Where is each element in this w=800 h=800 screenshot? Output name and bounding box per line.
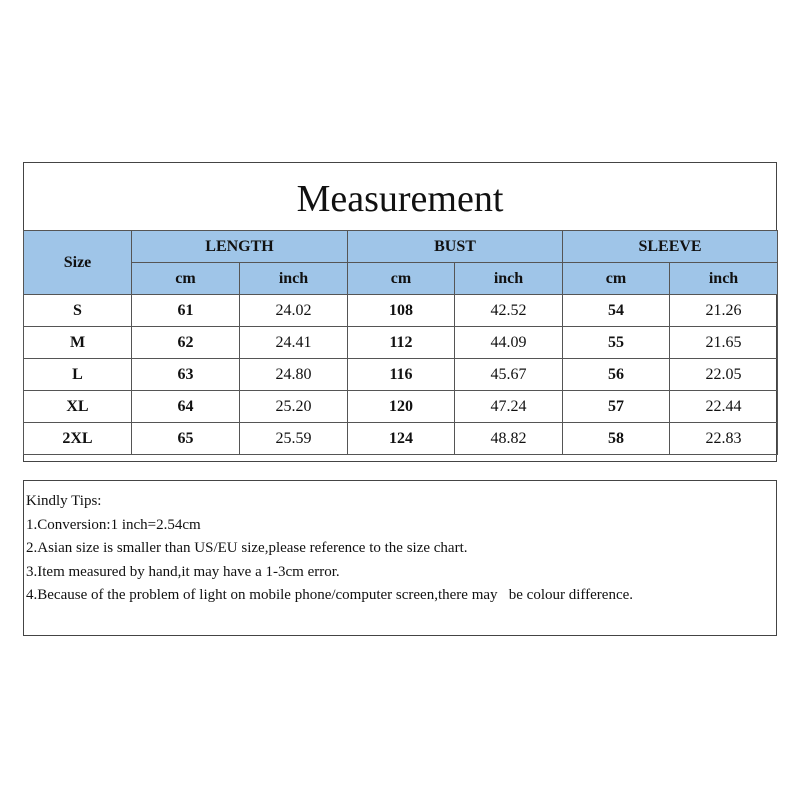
unit-header: inch	[240, 263, 348, 295]
tip-item: 4.Because of the problem of light on mobile phone/computer screen,there may be colour difference.	[26, 587, 634, 603]
table-row	[24, 359, 778, 391]
size-cell: XL	[24, 391, 132, 423]
length-cm-cell: 64	[132, 391, 240, 423]
bust-header: BUST	[348, 231, 563, 263]
length-inch-cell: 25.59	[240, 423, 348, 455]
sleeve-inch-cell: 22.44	[670, 391, 778, 423]
unit-header: cm	[563, 263, 670, 295]
table-row	[24, 391, 778, 423]
bust-inch-cell: 42.52	[455, 295, 563, 327]
table-row	[24, 295, 778, 327]
tip-item: 3.Item measured by hand,it may have a 1-3cm error.	[26, 563, 340, 580]
sleeve-cm-cell: 57	[563, 391, 670, 423]
length-cm-cell: 65	[132, 423, 240, 455]
size-cell: S	[24, 295, 132, 327]
tips-heading: Kindly Tips:	[26, 493, 102, 509]
tip-item: 2.Asian size is smaller than US/EU size,please reference to the size chart.	[26, 540, 468, 556]
bust-inch-cell: 47.24	[455, 391, 563, 423]
size-chart-table	[23, 230, 778, 455]
size-cell: M	[24, 327, 132, 359]
size-header: Size	[24, 231, 132, 295]
size-cell: L	[24, 359, 132, 391]
unit-header: cm	[348, 263, 455, 295]
sleeve-cm-cell: 55	[563, 327, 670, 359]
sleeve-inch-cell: 21.65	[670, 327, 778, 359]
sleeve-cm-cell: 54	[563, 295, 670, 327]
unit-header: inch	[455, 263, 563, 295]
sleeve-cm-cell: 58	[563, 423, 670, 455]
table-subheader-row	[24, 263, 778, 295]
unit-header: cm	[132, 263, 240, 295]
bust-inch-cell: 45.67	[455, 359, 563, 391]
bust-cm-cell: 108	[348, 295, 455, 327]
length-cm-cell: 62	[132, 327, 240, 359]
sleeve-inch-cell: 22.05	[670, 359, 778, 391]
bust-inch-cell: 44.09	[455, 327, 563, 359]
unit-header: inch	[670, 263, 778, 295]
sleeve-inch-cell: 22.83	[670, 423, 778, 455]
sleeve-cm-cell: 56	[563, 359, 670, 391]
page-title: Measurement	[296, 178, 504, 220]
length-inch-cell: 25.20	[240, 391, 348, 423]
length-cm-cell: 61	[132, 295, 240, 327]
length-cm-cell: 63	[132, 359, 240, 391]
length-header: LENGTH	[132, 231, 348, 263]
bust-cm-cell: 120	[348, 391, 455, 423]
table-header-row	[24, 231, 778, 263]
length-inch-cell: 24.02	[240, 295, 348, 327]
length-inch-cell: 24.80	[240, 359, 348, 391]
tip-item: 1.Conversion:1 inch=2.54cm	[26, 516, 201, 533]
table-row	[24, 423, 778, 455]
sleeve-inch-cell: 21.26	[670, 295, 778, 327]
tips-section	[26, 490, 766, 608]
size-cell: 2XL	[24, 423, 132, 455]
table-row	[24, 327, 778, 359]
sleeve-header: SLEEVE	[563, 231, 778, 263]
bust-cm-cell: 124	[348, 423, 455, 455]
bust-cm-cell: 116	[348, 359, 455, 391]
bust-inch-cell: 48.82	[455, 423, 563, 455]
length-inch-cell: 24.41	[240, 327, 348, 359]
bust-cm-cell: 112	[348, 327, 455, 359]
